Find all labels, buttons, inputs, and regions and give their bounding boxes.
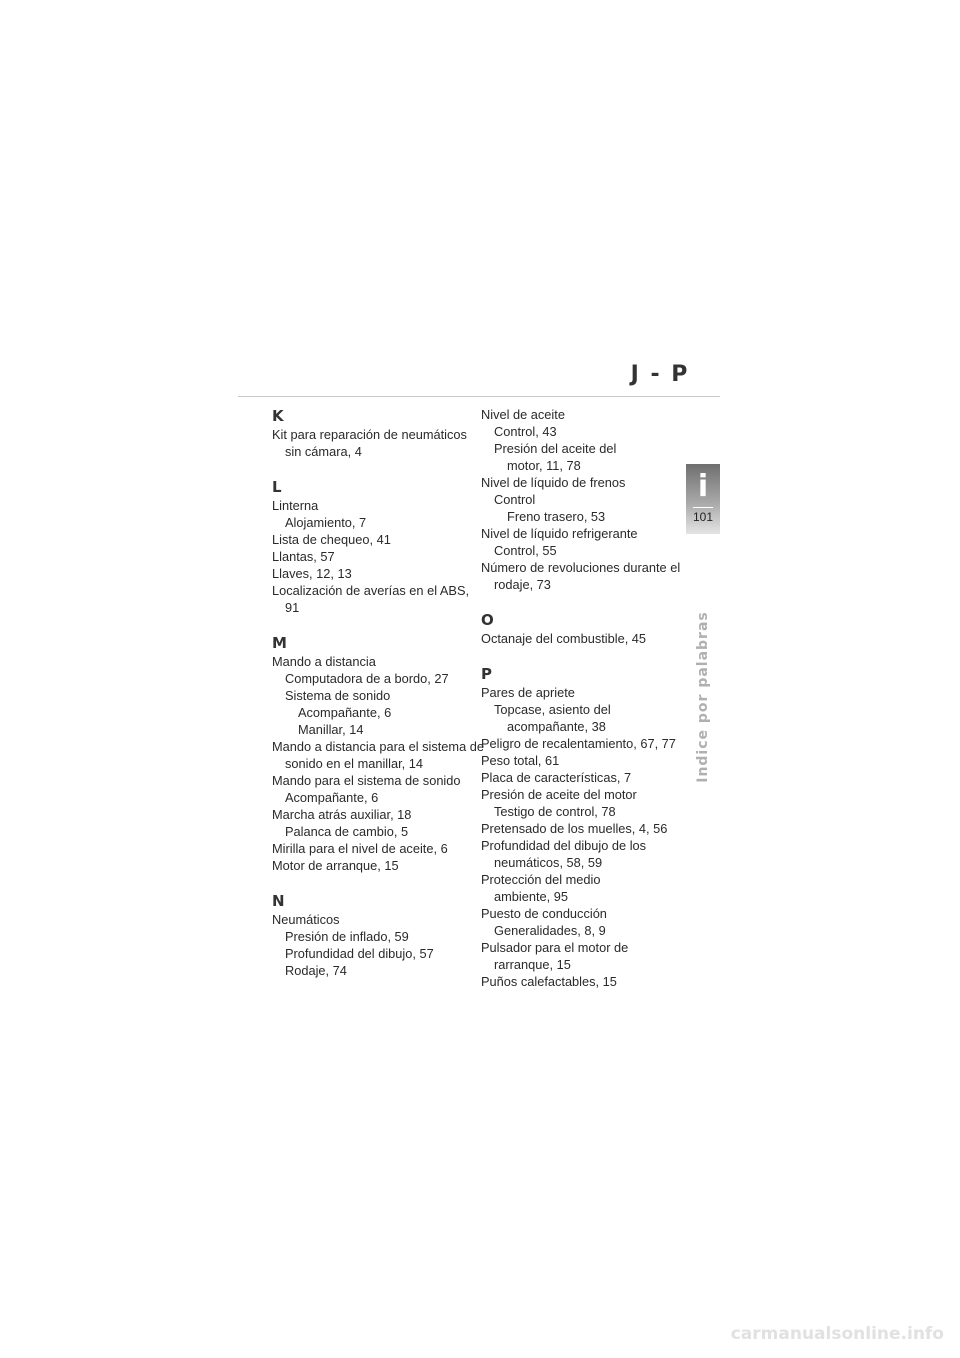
index-entry: Presión del aceite del motor, 11, 78 — [494, 441, 617, 473]
index-entry: Topcase, asiento del acompañante, 38 — [494, 702, 611, 734]
index-entry: Pretensado de los muelles, 4, 56 — [481, 821, 668, 836]
page-heading: J - P — [630, 362, 690, 387]
index-entry: Llaves, 12, 13 — [272, 566, 352, 581]
index-entry: Neumáticos — [272, 912, 340, 927]
index-entry: Octanaje del combustible, 45 — [481, 631, 647, 646]
section-letter: O — [481, 611, 494, 629]
tab-divider — [693, 507, 713, 508]
index-entry: Manillar, 14 — [298, 722, 364, 737]
index-entry: Control, 55 — [494, 543, 557, 558]
index-entry: Nivel de líquido refrigerante — [481, 526, 638, 541]
index-entry: Acompañante, 6 — [298, 705, 392, 720]
index-entry: Peso total, 61 — [481, 753, 560, 768]
index-entry: Profundidad del dibujo de los neumáticos, 58, 59 — [481, 838, 647, 870]
index-section — [272, 477, 484, 616]
index-entry: Control — [494, 492, 536, 507]
index-entry: Llantas, 57 — [272, 549, 335, 564]
index-entry: Nivel de aceite — [481, 407, 565, 422]
index-entry: Mando a distancia — [272, 654, 376, 669]
index-entry: Protección del medio ambiente, 95 — [481, 872, 601, 904]
section-letter: L — [272, 478, 282, 496]
watermark: carmanualsonline.info — [730, 1324, 944, 1344]
index-entry: Pares de apriete — [481, 685, 575, 700]
section-letter: K — [272, 407, 284, 425]
index-entry: Localización de averías en el ABS, 91 — [272, 583, 470, 615]
index-section — [272, 406, 484, 460]
index-entry: Alojamiento, 7 — [285, 515, 367, 530]
index-entry: Puesto de conducción — [481, 906, 607, 921]
index-entry: Control, 43 — [494, 424, 557, 439]
page-number: 101 — [692, 510, 714, 524]
index-entry: Puños calefactables, 15 — [481, 974, 617, 989]
index-column-left — [272, 406, 484, 996]
index-entry: Presión de inflado, 59 — [285, 929, 409, 944]
header-divider — [238, 396, 720, 397]
index-entry: Generalidades, 8, 9 — [494, 923, 606, 938]
index-entry: Número de revoluciones durante el rodaje, 73 — [481, 560, 681, 592]
index-section — [272, 633, 484, 874]
index-entry: Nivel de líquido de frenos — [481, 475, 626, 490]
index-entry: Kit para reparación de neumáticos sin cámara, 4 — [272, 427, 467, 459]
index-entry: Freno trasero, 53 — [507, 509, 606, 524]
index-entry: Linterna — [272, 498, 319, 513]
index-section — [272, 891, 484, 979]
index-entry: Profundidad del dibujo, 57 — [285, 946, 434, 961]
index-section — [481, 664, 696, 990]
index-entry: Rodaje, 74 — [285, 963, 347, 978]
index-entry: Lista de chequeo, 41 — [272, 532, 391, 547]
sidebar-label — [689, 611, 717, 783]
chapter-tab — [686, 464, 720, 534]
sidebar-label-text: Indice por palabras — [695, 611, 711, 783]
index-section — [481, 610, 696, 647]
index-entry: Motor de arranque, 15 — [272, 858, 399, 873]
index-entry: Mando a distancia para el sistema de sonido en el manillar, 14 — [272, 739, 484, 771]
index-entry: Mirilla para el nivel de aceite, 6 — [272, 841, 448, 856]
section-letter: P — [481, 665, 492, 683]
index-entry: Marcha atrás auxiliar, 18 — [272, 807, 412, 822]
section-letter: N — [272, 892, 285, 910]
index-column-right — [481, 406, 696, 1007]
index-entry: Acompañante, 6 — [285, 790, 379, 805]
index-entry: Testigo de control, 78 — [494, 804, 616, 819]
index-section — [481, 406, 696, 593]
index-entry: Placa de características, 7 — [481, 770, 632, 785]
index-entry: Mando para el sistema de sonido — [272, 773, 461, 788]
index-entry: Sistema de sonido — [285, 688, 391, 703]
index-entry: Presión de aceite del motor — [481, 787, 637, 802]
index-entry: Computadora de a bordo, 27 — [285, 671, 449, 686]
section-letter: M — [272, 634, 287, 652]
index-entry: Pulsador para el motor de rarranque, 15 — [481, 940, 629, 972]
info-icon: i — [697, 469, 709, 504]
index-entry: Palanca de cambio, 5 — [285, 824, 409, 839]
index-entry: Peligro de recalentamiento, 67, 77 — [481, 736, 676, 751]
